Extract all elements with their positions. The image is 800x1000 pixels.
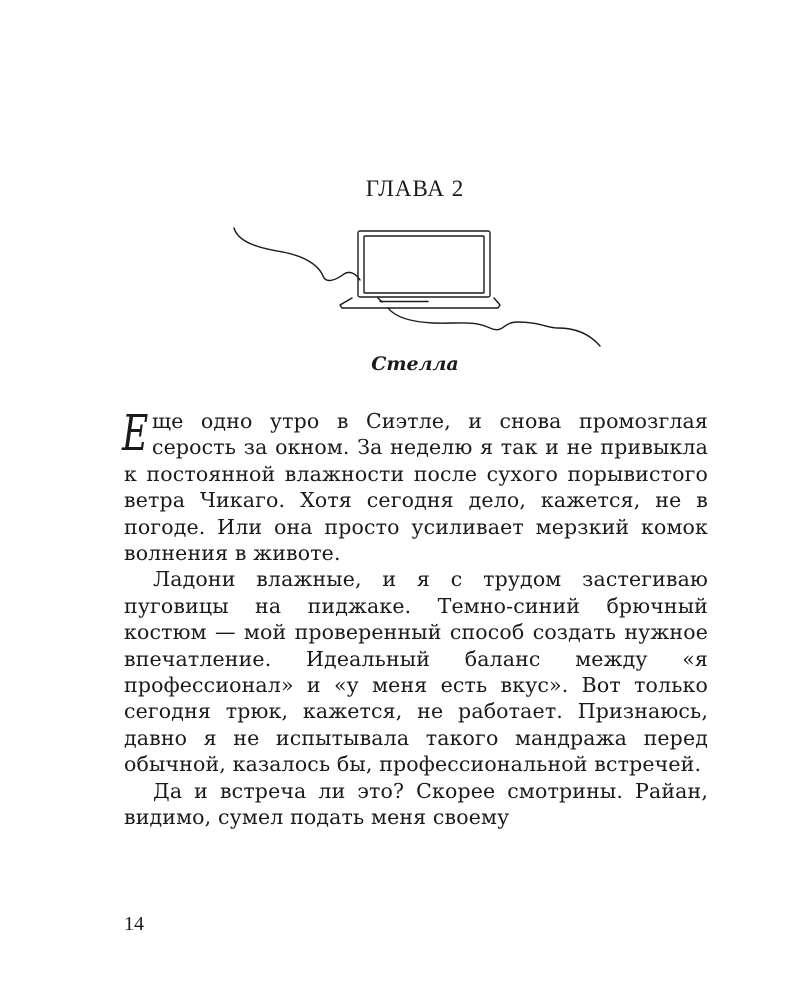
- chapter-label: ГЛАВА 2: [365, 176, 465, 201]
- chapter-title: Стелла: [371, 353, 459, 375]
- laptop-base: [340, 298, 500, 308]
- dropcap: Е: [122, 404, 149, 462]
- laptop-lid: [358, 231, 490, 297]
- laptop-icon: [228, 224, 603, 352]
- body-text: [122, 404, 708, 831]
- laptop-screen: [364, 236, 484, 293]
- paragraph-1-text: ще одно утро в Сиэтле, и снова промозглая серость за окном. За неделю я так и не привыкла к постоянной влажности после сухого порывистого ветра Чикаго. Хотя сегодня дело, кажется, не в погоде. Или она просто усиливает мерзкий комок волнения в животе.: [124, 409, 708, 566]
- paragraph-2: Ладони влажные, и я с трудом застегиваю пуговицы на пиджаке. Темно-синий брючный костюм — мой проверенный способ создать нужное впечатление. Идеальный баланс между «я профессионал» и «у меня есть вкус». Вот только сегодня трюк, кажется, не работает. Признаюсь, давно я не испытывала такого мандража перед обычной, казалось бы, профессиональной встречей.: [124, 567, 708, 777]
- left-wave-line: [234, 228, 360, 280]
- page-number: 14: [124, 913, 144, 935]
- paragraph-3: Да и встреча ли это? Скорее смотрины. Райан, видимо, сумел подать меня своему: [124, 778, 708, 830]
- paragraph-1: [122, 404, 708, 566]
- right-wave-line: [388, 308, 600, 346]
